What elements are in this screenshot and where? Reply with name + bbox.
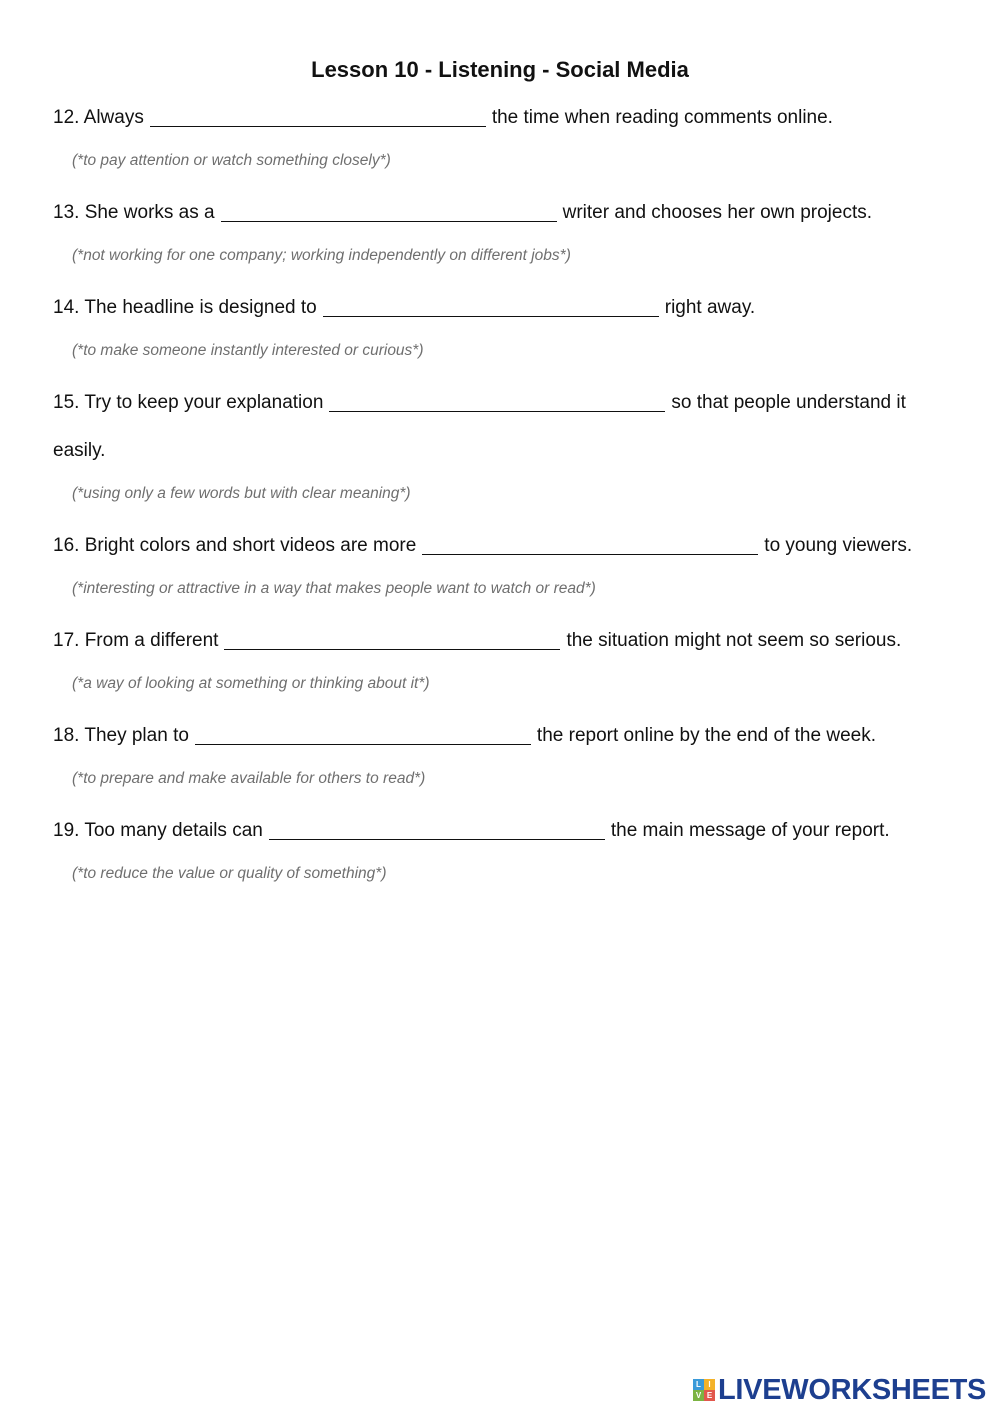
question-text-after: to young viewers. — [764, 535, 913, 556]
logo-mark-letter: I — [704, 1379, 715, 1390]
question-hint: (*to reduce the value or quality of something*) — [72, 865, 387, 882]
logo-mark-letter: V — [693, 1390, 704, 1401]
answer-blank[interactable] — [329, 391, 665, 412]
question-text-before: 14. The headline is designed to — [53, 297, 317, 318]
question-text-after: the report online by the end of the week. — [536, 725, 876, 746]
question-13 — [53, 189, 953, 237]
answer-blank[interactable] — [150, 106, 486, 127]
question-hint: (*to make someone instantly interested or curious*) — [72, 342, 424, 359]
question-hint: (*interesting or attractive in a way that makes people want to watch or read*) — [72, 580, 596, 597]
question-hint: (*not working for one company; working independently on different jobs*) — [72, 247, 571, 264]
logo-mark-icon — [693, 1379, 715, 1401]
liveworksheets-logo — [693, 1373, 986, 1407]
page-title: Lesson 10 - Listening - Social Media — [311, 57, 689, 82]
question-19 — [53, 807, 953, 855]
answer-blank[interactable] — [221, 201, 557, 222]
question-17 — [53, 617, 953, 665]
answer-blank[interactable] — [269, 819, 605, 840]
question-hint: (*to prepare and make available for others to read*) — [72, 770, 426, 787]
question-text-before: 16. Bright colors and short videos are more — [53, 535, 417, 556]
question-text-before: 12. Always — [53, 107, 144, 128]
question-text-before: 13. She works as a — [53, 202, 215, 223]
question-text-after: so that people understand it easily. — [53, 392, 906, 461]
question-text-after: the situation might not seem so serious. — [566, 630, 902, 651]
question-text-after: the main message of your report. — [610, 820, 890, 841]
question-hint: (*using only a few words but with clear meaning*) — [72, 485, 411, 502]
question-18 — [53, 712, 953, 760]
question-14 — [53, 284, 953, 332]
question-15 — [53, 379, 953, 475]
question-16 — [53, 522, 953, 570]
answer-blank[interactable] — [224, 629, 560, 650]
answer-blank[interactable] — [422, 534, 758, 555]
logo-mark-letter: E — [704, 1390, 715, 1401]
question-hint: (*a way of looking at something or thinking about it*) — [72, 675, 430, 692]
question-text-before: 18. They plan to — [53, 725, 189, 746]
question-12 — [53, 94, 953, 142]
logo-mark-letter: L — [693, 1379, 704, 1390]
question-text-before: 15. Try to keep your explanation — [53, 392, 324, 413]
question-text-before: 17. From a different — [53, 630, 219, 651]
question-hint: (*to pay attention or watch something closely*) — [72, 152, 391, 169]
question-text-after: writer and chooses her own projects. — [562, 202, 873, 223]
question-text-after: the time when reading comments online. — [491, 107, 833, 128]
logo-text: LIVEWORKSHEETS — [718, 1374, 987, 1406]
question-text-after: right away. — [664, 297, 756, 318]
question-text-before: 19. Too many details can — [53, 820, 263, 841]
answer-blank[interactable] — [323, 296, 659, 317]
answer-blank[interactable] — [195, 724, 531, 745]
